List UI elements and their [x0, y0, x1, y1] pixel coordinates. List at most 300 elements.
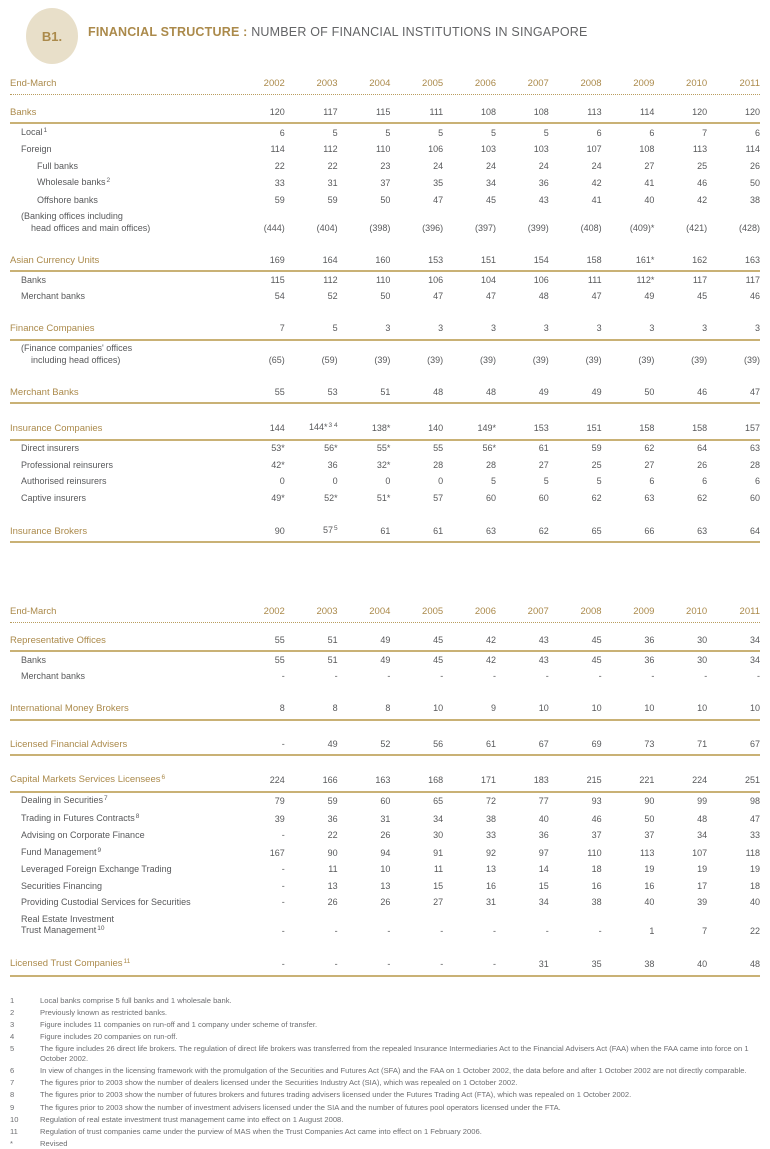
cell-value: (59): [321, 354, 338, 365]
row-label: Capital Markets Services Licensees$^6$: [10, 774, 166, 785]
cell-value: 71: [697, 738, 708, 749]
table-section: [10, 955, 760, 977]
cell-value: 50: [644, 386, 655, 397]
cell-value: 10: [433, 703, 444, 713]
cell-value: 13: [327, 880, 338, 891]
footnote-text: The figures prior to 2003 show the number of investment advisers licensed under the SIA and the number of futures pool operators licensed under the FTA.: [40, 1102, 561, 1112]
footnote-marker: 10: [10, 1114, 19, 1124]
cell-value: -: [598, 926, 602, 936]
cell-value: 98: [749, 796, 760, 806]
cell-value: 0: [385, 476, 391, 486]
cell-value: 111: [429, 106, 444, 117]
cell-value: 40: [697, 959, 708, 969]
cell-value: 215: [586, 775, 602, 785]
cell-value: -: [492, 926, 496, 936]
row-label: Banks: [21, 274, 47, 285]
row-label: Leveraged Foreign Exchange Trading: [21, 864, 172, 874]
cell-value: 167: [269, 847, 285, 858]
section-header-row: [10, 252, 760, 273]
cell-value: -: [545, 671, 549, 681]
cell-value: 35: [433, 178, 444, 188]
cell-value: 2003: [316, 606, 338, 617]
cell-value: 2010: [686, 78, 708, 89]
cell-value: 3: [754, 323, 760, 333]
cell-value: 42: [485, 634, 496, 645]
table-row: [10, 341, 760, 369]
cell-value: 36: [644, 634, 655, 645]
cell-value: 10: [697, 703, 708, 713]
footnote-marker: 6: [10, 1065, 15, 1075]
cell-value: 13: [485, 864, 496, 874]
cell-value: 168: [428, 775, 444, 785]
cell-value: 24: [485, 160, 496, 171]
cell-value: 26: [697, 459, 708, 470]
cell-value: 2009: [633, 606, 655, 617]
cell-value: 107: [692, 847, 708, 858]
cell-value: 45: [485, 194, 496, 205]
cell-value: (39): [427, 354, 444, 365]
cell-value: 5: [332, 127, 338, 138]
cell-value: 33: [274, 178, 285, 188]
cell-value: 112*: [636, 274, 655, 285]
cell-value: 47: [433, 194, 444, 205]
table-row: [10, 272, 760, 289]
cell-value: -: [704, 671, 708, 681]
cell-value: 251: [744, 775, 760, 785]
row-label: Trading in Futures Contracts$^8$: [21, 812, 140, 823]
cell-value: (396): [422, 222, 444, 233]
row-label: Securities Financing: [21, 880, 103, 891]
cell-value: 6: [754, 127, 760, 138]
cell-value: 61: [485, 738, 496, 749]
cell-value: 27: [644, 160, 655, 171]
cell-value: 53*: [271, 443, 285, 453]
cell-value: 151: [586, 423, 602, 433]
footnote-text: The figures prior to 2003 show the number of dealers licensed under the Securities Industry Act (SIA), which was repealed on 1 October 2002.: [40, 1078, 518, 1088]
cell-value: 92: [485, 847, 496, 858]
cell-value: 62: [697, 492, 708, 503]
cell-value: 10: [591, 703, 602, 713]
cell-value: 108: [480, 106, 496, 117]
cell-value: -: [492, 671, 496, 681]
table-row: [10, 289, 760, 306]
cell-value: 104: [480, 274, 496, 285]
cell-value: 16: [591, 880, 602, 891]
cell-value: 72: [485, 796, 496, 806]
cell-value: 224: [692, 775, 708, 785]
cell-value: 149*: [477, 423, 496, 433]
cell-value: (397): [474, 222, 496, 233]
cell-value: 1: [649, 926, 655, 936]
cell-value: 79: [274, 796, 285, 806]
cell-value: 63: [485, 525, 496, 536]
cell-value: 40: [644, 194, 655, 205]
row-label: Professional reinsurers: [21, 459, 114, 470]
cell-value: 3: [490, 323, 496, 333]
row-label-line2: including head offices): [31, 354, 121, 365]
row-label: Authorised reinsurers: [21, 476, 107, 486]
cell-value: 138*: [371, 423, 391, 433]
cell-value: 30: [697, 634, 708, 645]
row-label: Insurance Brokers: [10, 525, 88, 537]
cell-value: 106: [428, 144, 444, 154]
cell-value: 24: [538, 160, 549, 171]
cell-value: 7: [702, 926, 708, 936]
cell-value: 158: [692, 423, 708, 433]
cell-value: 10: [644, 703, 655, 713]
cell-value: 158: [639, 423, 655, 433]
cell-value: 2011: [739, 606, 760, 617]
cell-value: 8: [385, 703, 391, 713]
cell-value: 6: [279, 127, 285, 138]
cell-value: 60: [538, 492, 549, 503]
footnote: [10, 1032, 760, 1041]
cell-value: -: [281, 897, 285, 907]
cell-value: 171: [480, 775, 496, 785]
row-label: International Money Brokers: [10, 703, 129, 714]
cell-value: (409)*: [629, 222, 655, 233]
cell-value: 34: [749, 634, 760, 645]
table-section: [10, 700, 760, 721]
cell-value: 2009: [633, 78, 655, 89]
row-label: (Banking offices including head offices and main offices): [10, 211, 232, 234]
cell-value: -: [545, 926, 549, 936]
section-header-row: [10, 320, 760, 341]
row-label: End-March: [10, 606, 57, 617]
cell-value: 3: [385, 323, 391, 333]
footnote: [10, 1103, 760, 1112]
cell-value: 28: [485, 459, 496, 470]
cell-value: 40: [644, 897, 655, 907]
cell-value: 112: [323, 144, 338, 154]
cell-value: 77: [538, 796, 549, 806]
cell-value: 2004: [369, 78, 391, 89]
cell-value: 117: [692, 274, 708, 285]
cell-value: 38: [749, 194, 760, 205]
cell-value: (398): [369, 222, 391, 233]
cell-value: 19: [697, 864, 708, 874]
cell-value: 99: [697, 796, 708, 806]
cell-value: 2010: [686, 606, 708, 617]
cell-value: 22: [749, 926, 760, 936]
cell-value: 120: [269, 106, 285, 117]
section-header-row: [10, 632, 760, 653]
cell-value: (39): [638, 354, 655, 365]
cell-value: 3: [543, 323, 549, 333]
footnote: [10, 1115, 760, 1124]
cell-value: (408): [580, 222, 602, 233]
table-row: [10, 124, 760, 142]
cell-value: 62: [591, 492, 602, 503]
cell-value: 50: [644, 813, 655, 824]
footnote: [10, 996, 760, 1005]
cell-value: 49: [380, 654, 391, 665]
cell-value: 55: [274, 386, 285, 397]
table-row: [10, 158, 760, 175]
footnote-marker: 3: [10, 1019, 15, 1029]
row-label: Advising on Corporate Finance: [21, 830, 145, 840]
cell-value: 61: [433, 525, 444, 536]
cell-value: 33: [749, 830, 760, 840]
cell-value: 37: [591, 830, 602, 840]
cell-value: 106: [533, 274, 549, 285]
cell-value: (399): [527, 222, 549, 233]
cell-value: 48: [697, 813, 708, 824]
cell-value: 63: [749, 443, 760, 453]
cell-value: 117: [323, 106, 338, 117]
cell-value: 18: [591, 864, 602, 874]
cell-value: 7: [702, 127, 708, 138]
row-label: Licensed Financial Advisers: [10, 738, 128, 750]
cell-value: (428): [738, 222, 760, 233]
cell-value: 163: [375, 775, 391, 785]
cell-value: 49: [591, 386, 602, 397]
row-label: Full banks: [37, 160, 79, 171]
cell-value: 67: [538, 738, 549, 749]
cell-value: 33: [485, 830, 496, 840]
cell-value: 120: [744, 106, 760, 117]
cell-value: (39): [374, 354, 391, 365]
cell-value: 3: [596, 323, 602, 333]
cell-value: 108: [533, 106, 549, 117]
table-row: [10, 669, 760, 686]
footnote-marker: 11: [10, 1126, 18, 1136]
cell-value: 2002: [263, 606, 285, 617]
cell-value: 65: [433, 796, 444, 806]
cell-value: 107: [586, 144, 602, 154]
table-section: [10, 384, 760, 405]
footnote-text: Regulation of real estate investment trust management came into effect on 1 August 2008.: [40, 1114, 344, 1124]
cell-value: 30: [697, 654, 708, 665]
footnote: [10, 1008, 760, 1017]
cell-value: 45: [591, 654, 602, 665]
cell-value: (65): [268, 354, 285, 365]
cell-value: 41: [591, 194, 602, 205]
cell-value: 27: [433, 897, 444, 907]
cell-value: 118: [745, 847, 760, 858]
cell-value: 31: [327, 178, 338, 188]
cell-value: -: [387, 959, 391, 969]
cell-value: 117: [745, 274, 760, 285]
table-row: [10, 652, 760, 669]
cell-value: 51: [380, 386, 391, 397]
cell-value: 163: [744, 254, 760, 265]
cell-value: 144*$^{3 4}$: [309, 422, 338, 432]
cell-value: (39): [532, 354, 549, 365]
footnote-text: The figure includes 26 direct life brokers. The regulation of direct life brokers was transferred from the repealed Insurance Intermediaries Act to the Financial Advisers Act (FAA) when the FAA came into force on 1 October 2002.: [40, 1044, 749, 1063]
cell-value: 59: [327, 796, 338, 806]
cell-value: 153: [533, 423, 549, 433]
cell-value: 16: [644, 880, 655, 891]
cell-value: 49: [327, 738, 338, 749]
cell-value: 154: [533, 254, 549, 265]
cell-value: 183: [533, 775, 549, 785]
cell-value: -: [387, 671, 391, 681]
cell-value: 3: [649, 323, 655, 333]
cell-value: 6: [754, 476, 760, 486]
cell-value: 24: [591, 160, 602, 171]
cell-value: 157: [744, 423, 760, 433]
cell-value: 55: [433, 443, 444, 453]
cell-value: -: [334, 671, 338, 681]
cell-value: -: [281, 738, 285, 749]
row-label: Finance Companies: [10, 323, 95, 334]
cell-value: 169: [269, 254, 285, 265]
cell-value: 13: [380, 880, 391, 891]
cell-value: 2007: [527, 78, 549, 89]
cell-value: 43: [538, 634, 549, 645]
cell-value: 36: [538, 178, 549, 188]
footnote-ref: 1: [43, 126, 48, 134]
footnote-marker: 5: [10, 1044, 15, 1054]
cell-value: 113: [692, 144, 708, 154]
cell-value: 22: [327, 160, 338, 171]
cell-value: 103: [533, 144, 549, 154]
table-row: [10, 862, 760, 879]
cell-value: 64: [749, 525, 760, 536]
table-block: [10, 602, 760, 977]
footnote: [10, 1090, 760, 1099]
cell-value: 59: [274, 194, 285, 205]
cell-value: 63: [697, 525, 708, 536]
cell-value: -: [440, 959, 444, 969]
cell-value: 52*: [324, 492, 338, 503]
cell-value: 8: [332, 703, 338, 713]
cell-value: 24: [433, 160, 444, 171]
cell-value: 158: [586, 254, 602, 265]
cell-value: 160: [375, 254, 391, 265]
table-row: [10, 192, 760, 209]
cell-value: 224: [269, 775, 285, 785]
cell-value: 36: [644, 654, 655, 665]
section-header-row: [10, 736, 760, 757]
cell-value: 5: [490, 127, 496, 138]
cell-value: 2008: [580, 606, 602, 617]
cell-value: 9: [490, 703, 496, 713]
table-year-header: [10, 74, 760, 95]
cell-value: 2005: [422, 606, 444, 617]
section-badge: [26, 8, 78, 64]
table-section: [10, 252, 760, 306]
cell-value: 115: [376, 106, 391, 117]
cell-value: 31: [538, 959, 549, 969]
table-section: [10, 104, 760, 237]
row-label: Real Estate Investment Trust Management$^{10}$: [10, 914, 232, 938]
cell-value: 43: [538, 654, 549, 665]
cell-value: 3: [438, 323, 444, 333]
footnote-marker: 4: [10, 1032, 15, 1042]
table-row: [10, 142, 760, 159]
cell-value: 30: [433, 830, 444, 840]
footnote: [10, 1139, 760, 1148]
cell-value: 3: [702, 323, 708, 333]
row-label: Offshore banks: [37, 194, 98, 205]
cell-value: 34: [538, 897, 549, 907]
cell-value: 56: [433, 738, 444, 749]
table-row: [10, 810, 760, 828]
table-row: [10, 457, 760, 474]
cell-value: 113: [587, 106, 602, 117]
section-header-row: [10, 384, 760, 405]
cell-value: -: [440, 671, 444, 681]
footnote-marker: 7: [10, 1078, 15, 1088]
cell-value: 42: [591, 178, 602, 188]
cell-value: 10: [749, 703, 760, 713]
cell-value: 2004: [369, 606, 391, 617]
table-row: [10, 844, 760, 862]
table-section: [10, 736, 760, 757]
cell-value: 51*: [376, 492, 391, 503]
cell-value: 140: [428, 423, 444, 433]
cell-value: 55: [274, 634, 285, 645]
cell-value: 6: [649, 476, 655, 486]
cell-value: 60: [749, 492, 760, 503]
section-badge-label: B1.: [41, 28, 63, 44]
cell-value: 60: [485, 492, 496, 503]
cell-value: -: [334, 959, 338, 969]
cell-value: 56*: [324, 443, 338, 453]
cell-value: 0: [438, 476, 444, 486]
cell-value: -: [756, 671, 760, 681]
cell-value: 57: [433, 492, 444, 503]
cell-value: 5: [543, 476, 549, 486]
cell-value: 110: [376, 144, 391, 154]
footnote-marker: 9: [10, 1102, 15, 1112]
cell-value: 47: [433, 291, 444, 301]
cell-value: 45: [591, 634, 602, 645]
footnote-text: Revised: [40, 1139, 68, 1149]
cell-value: 16: [485, 880, 496, 891]
cell-value: 114: [640, 106, 655, 117]
cell-value: 162: [692, 254, 708, 265]
row-label: Merchant banks: [21, 671, 86, 681]
table-row: [10, 895, 760, 912]
section-header-row: [10, 419, 760, 441]
cell-value: 11: [328, 864, 338, 874]
footnote-ref: 2: [106, 177, 111, 184]
cell-value: 69: [591, 738, 602, 749]
cell-value: 49: [644, 291, 655, 301]
cell-value: 32*: [376, 459, 391, 470]
section-header-row: [10, 955, 760, 977]
cell-value: 164: [322, 254, 338, 265]
cell-value: (39): [479, 354, 496, 365]
cell-value: -: [334, 926, 338, 936]
cell-value: 42*: [271, 459, 285, 470]
section-header-row: [10, 771, 760, 793]
cell-value: 27: [644, 459, 655, 470]
cell-value: 10: [538, 703, 549, 713]
row-label: End-March: [10, 78, 57, 89]
cell-value: 5: [332, 323, 338, 333]
row-label: Asian Currency Units: [10, 254, 100, 266]
row-label: Licensed Trust Companies$^{11}$: [10, 958, 131, 969]
cell-value: (39): [743, 354, 760, 365]
cell-value: 5: [543, 127, 549, 138]
cell-value: 55: [274, 654, 285, 665]
cell-value: 38: [644, 959, 655, 969]
cell-value: 49*: [271, 492, 285, 503]
table-row: [10, 441, 760, 458]
cell-value: (444): [263, 222, 285, 233]
footnote-marker: 1: [10, 995, 15, 1005]
cell-value: 2006: [474, 78, 496, 89]
cell-value: 114: [745, 144, 760, 154]
footnote-ref: 7: [104, 795, 108, 802]
footnote: [10, 1066, 760, 1075]
cell-value: 108: [639, 144, 655, 154]
cell-value: 46: [591, 813, 602, 824]
